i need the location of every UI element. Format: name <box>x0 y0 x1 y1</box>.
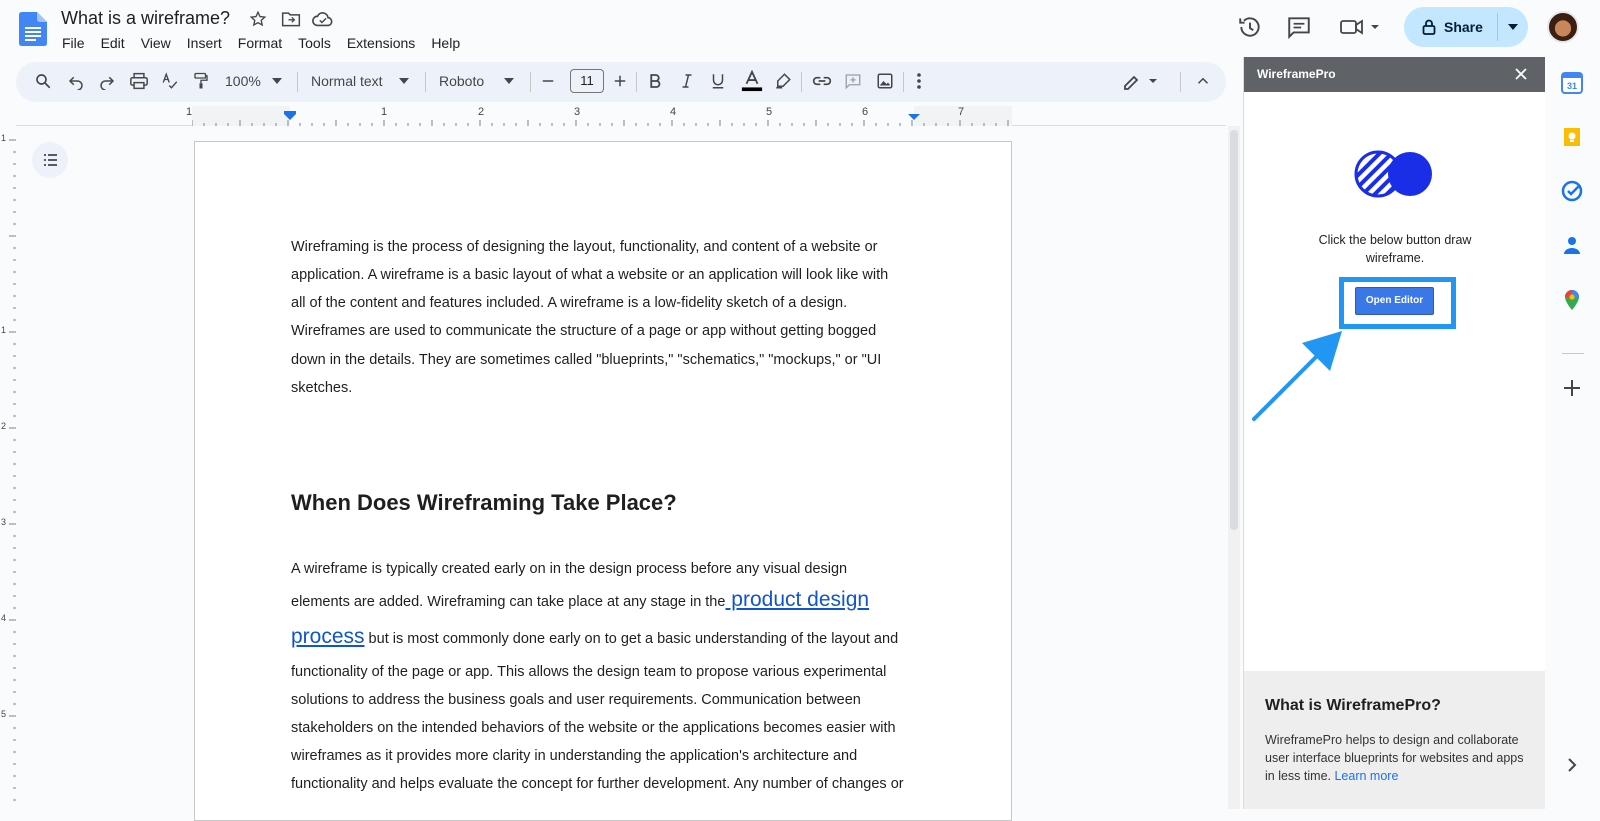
ruler-label: 1 <box>381 106 388 118</box>
ruler-label: 2 <box>1 421 7 431</box>
about-description: WireframePro helps to design and collaborate user interface blueprints for websites and apps in less time. <box>1265 733 1524 783</box>
increase-font-size-icon[interactable] <box>611 72 629 90</box>
paragraph-text: but is most commonly done early on to get a basic understanding of the layout and <box>364 631 899 647</box>
paragraph-line: A wireframe is typically created early on in the design process before any visual design <box>291 561 848 577</box>
menu-edit[interactable]: Edit <box>100 35 125 51</box>
ruler-label: 1 <box>1 325 7 335</box>
avatar[interactable] <box>1547 11 1579 43</box>
horizontal-ruler[interactable] <box>186 106 1012 126</box>
menu-tools[interactable]: Tools <box>298 35 331 51</box>
paragraph-line: Wireframes are used to communicate the structure of a page or app without getting bogged <box>291 323 877 339</box>
add-addon-icon[interactable] <box>1561 377 1583 399</box>
paragraph-line: application. A wireframe is a basic layout of what a website or an application will look like with <box>291 267 889 283</box>
underline-icon[interactable] <box>709 72 727 90</box>
share-button[interactable] <box>1404 7 1528 47</box>
font-dropdown-icon[interactable] <box>504 78 514 84</box>
share-main-button[interactable] <box>1404 7 1496 47</box>
paragraph-line: solutions to address the business goals and user requirements. Communication between <box>291 692 861 708</box>
menu-bar <box>54 33 468 53</box>
bold-icon[interactable] <box>646 72 664 90</box>
collapse-menus-icon[interactable] <box>1194 72 1212 90</box>
move-folder-icon[interactable] <box>281 10 301 28</box>
paragraph-line <box>291 625 898 649</box>
toolbar-divider <box>903 72 904 92</box>
paragraph-line <box>291 588 869 612</box>
ruler-label: 5 <box>766 106 773 118</box>
paragraph-line: all of the content and features included. A wireframe is a low-fidelity sketch of a design. <box>291 295 848 311</box>
cloud-status-icon[interactable] <box>312 10 334 28</box>
paragraph-line: Wireframing is the process of designing the layout, functionality, and content of a website or <box>291 239 878 255</box>
sidebar-description: Click the below button draw wireframe. <box>1318 233 1472 265</box>
version-history-icon[interactable] <box>1237 14 1263 40</box>
paragraph-text: elements are added. Wireframing can take place at any stage in the <box>291 594 726 610</box>
about-text <box>1265 731 1527 785</box>
close-icon[interactable] <box>1514 67 1528 81</box>
italic-icon[interactable] <box>678 72 696 90</box>
ruler-label: 3 <box>1 517 7 527</box>
paragraph-line: functionality of the page or app. This allows the design team to propose various experimental <box>291 664 887 680</box>
ruler-label: 5 <box>1 709 7 719</box>
ruler-label: 4 <box>670 106 677 118</box>
highlight-color-icon[interactable] <box>774 72 792 90</box>
rail-divider <box>1562 353 1584 354</box>
style-dropdown-icon[interactable] <box>399 78 409 84</box>
paragraph-line: stakeholders on the intended behaviors of the website or the applications becomes easier with <box>291 720 896 736</box>
menu-format[interactable]: Format <box>237 35 283 51</box>
paint-format-icon[interactable] <box>192 72 210 90</box>
sidebar-header <box>1244 57 1546 92</box>
share-dropdown-icon[interactable] <box>1508 24 1518 30</box>
menu-help[interactable]: Help <box>431 35 461 51</box>
ruler-label: 1 <box>186 106 193 118</box>
paragraph-line: functionality and helps evaluate the concept for further development. Any number of changes or <box>291 776 904 792</box>
open-editor-button[interactable]: Open Editor <box>1355 287 1434 315</box>
paragraph-line: sketches. <box>291 380 353 396</box>
menu-file[interactable]: File <box>62 35 85 51</box>
wireframepro-logo-icon <box>1354 149 1434 199</box>
text-color-icon[interactable] <box>741 70 763 92</box>
share-label: Share <box>1444 19 1483 35</box>
print-icon[interactable] <box>129 72 149 90</box>
decrease-font-size-icon[interactable] <box>539 72 557 90</box>
comments-icon[interactable] <box>1286 14 1312 40</box>
docs-logo-icon[interactable] <box>19 12 47 46</box>
toolbar-divider <box>801 72 802 92</box>
document-title[interactable]: What is a wireframe? <box>61 8 231 28</box>
scrollbar-thumb[interactable] <box>1230 130 1238 530</box>
toolbar-divider <box>1180 72 1181 92</box>
lock-icon <box>1422 19 1436 35</box>
meet-video-icon[interactable] <box>1339 14 1383 40</box>
paragraph-style-select[interactable]: Normal text <box>311 73 383 89</box>
pointer-arrow-icon <box>1252 329 1344 421</box>
menu-insert[interactable]: Insert <box>186 35 222 51</box>
font-select[interactable]: Roboto <box>439 73 485 89</box>
calendar-icon[interactable] <box>1561 72 1583 94</box>
share-divider <box>1497 13 1498 41</box>
learn-more-link[interactable]: Learn more <box>1334 769 1399 783</box>
toolbar-divider <box>297 72 298 92</box>
wireframepro-sidebar <box>1243 57 1545 809</box>
menu-extensions[interactable]: Extensions <box>346 35 416 51</box>
spellcheck-icon[interactable] <box>161 72 179 90</box>
more-options-icon[interactable] <box>916 72 922 90</box>
insert-link-icon[interactable] <box>812 72 832 90</box>
toolbar-divider <box>425 72 426 92</box>
paragraph-line: down in the details. They are sometimes called "blueprints," "schematics," "mockups," or "UI <box>291 352 882 368</box>
product-design-process-link[interactable]: process <box>291 625 365 648</box>
font-size-input[interactable]: 11 <box>570 69 604 93</box>
ruler-label: 6 <box>862 106 869 118</box>
toolbar-divider <box>636 72 637 92</box>
ruler-label: 1 <box>1 133 7 143</box>
tasks-icon[interactable] <box>1561 180 1583 202</box>
add-comment-icon[interactable] <box>844 72 862 90</box>
contacts-icon[interactable] <box>1561 234 1583 256</box>
toolbar-divider <box>530 72 531 92</box>
vertical-ruler[interactable] <box>0 128 16 809</box>
section-heading: When Does Wireframing Take Place? <box>291 490 677 515</box>
ruler-label: 3 <box>574 106 581 118</box>
zoom-select[interactable]: 100% <box>225 73 261 89</box>
redo-icon[interactable] <box>98 72 116 90</box>
product-design-process-link[interactable]: product design <box>725 588 870 611</box>
chevron-right-icon[interactable] <box>1565 757 1579 773</box>
search-menus-icon[interactable] <box>34 72 52 90</box>
keep-icon[interactable] <box>1561 126 1583 148</box>
about-section <box>1244 671 1546 809</box>
sidebar-title: WireframePro <box>1257 67 1336 81</box>
zoom-dropdown-icon[interactable] <box>272 78 282 84</box>
paragraph-line: wireframes as it provides more clarity in understanding the application's architecture and <box>291 748 858 764</box>
formatting-toolbar <box>16 62 1226 102</box>
ruler-label: 2 <box>478 106 485 118</box>
menu-view[interactable]: View <box>140 35 171 51</box>
title-bar <box>0 0 1600 58</box>
maps-icon[interactable] <box>1561 289 1583 311</box>
undo-icon[interactable] <box>67 72 85 90</box>
insert-image-icon[interactable] <box>876 72 894 90</box>
side-app-rail <box>1545 57 1600 809</box>
calendar-day: 31 <box>1566 81 1578 91</box>
star-icon[interactable] <box>249 10 267 28</box>
ruler-label: 7 <box>958 106 965 118</box>
editing-mode-icon[interactable] <box>1122 72 1158 90</box>
about-title: What is WireframePro? <box>1265 697 1441 714</box>
ruler-label: 4 <box>1 613 7 623</box>
document-outline-button[interactable] <box>32 142 68 178</box>
